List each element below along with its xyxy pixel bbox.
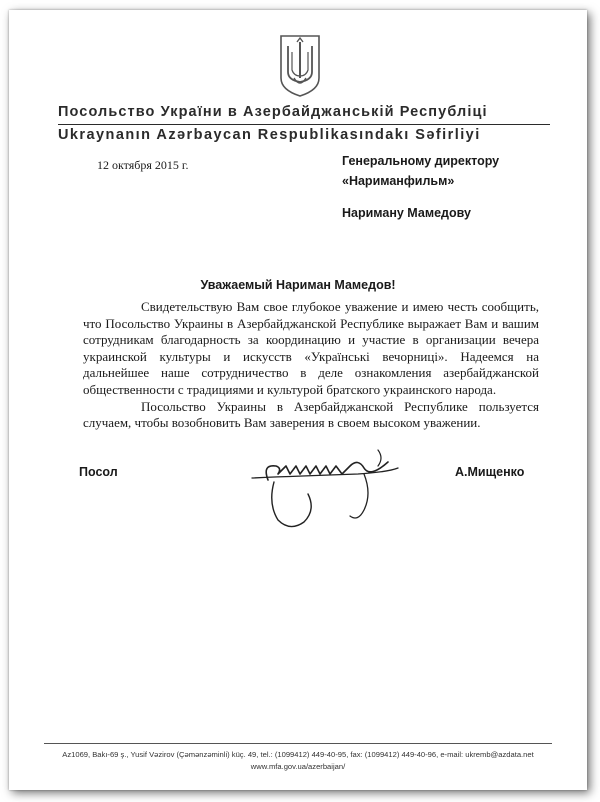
signatory-name: А.Мищенко xyxy=(455,465,525,479)
footer-website: www.mfa.gov.ua/azerbaijan/ xyxy=(250,762,346,771)
recipient-company: «Нариманфильм» xyxy=(342,174,455,188)
body-paragraph: Посольство Украины в Азербайджанской Республике пользуется случаем, чтобы возобновить Вам заверения в своем высоком уважении. xyxy=(83,398,539,431)
footer-address: Az1069, Bakı-69 ş., Yusif Vəzirov (Çəmənzəminli) küç. 49, tel.: (1099412) 449-40-95, fax: (1099412) 449-40-96, e-mail: ukremb@azdata.net xyxy=(62,750,534,759)
letterhead-divider xyxy=(58,124,550,125)
body-paragraph: Свидетельствую Вам свое глубокое уважение и имею честь сообщить, что Посольство Украины в Азербайджанской Республике выражает Вам и вашим сотрудникам благодарность за координацию и участие в организации вечера украинской культуры и искусств «Українські вечорниці». Надеемся на дальнейшее наше сотрудничество в деле ознакомления азербайджанской общественности с традициями и культурой братского украинского народа. xyxy=(83,299,539,397)
handwritten-signature xyxy=(238,444,403,534)
ukraine-trident-emblem-icon xyxy=(278,34,322,98)
footer-divider xyxy=(44,743,552,744)
signatory-title: Посол xyxy=(79,465,118,479)
letter-page xyxy=(9,10,587,790)
letter-date: 12 октября 2015 г. xyxy=(97,158,189,172)
embassy-name-ukrainian: Посольство України в Азербайджанській Республіці xyxy=(58,104,488,120)
salutation: Уважаемый Нариман Мамедов! xyxy=(200,278,396,292)
recipient-position: Генеральному директору xyxy=(342,154,500,168)
recipient-block xyxy=(342,151,499,223)
letter-body xyxy=(83,299,539,432)
recipient-name: Нариману Мамедову xyxy=(342,206,471,220)
embassy-name-azerbaijani: Ukraynanın Azərbaycan Respublikasındakı Səfirliyi xyxy=(58,127,481,143)
